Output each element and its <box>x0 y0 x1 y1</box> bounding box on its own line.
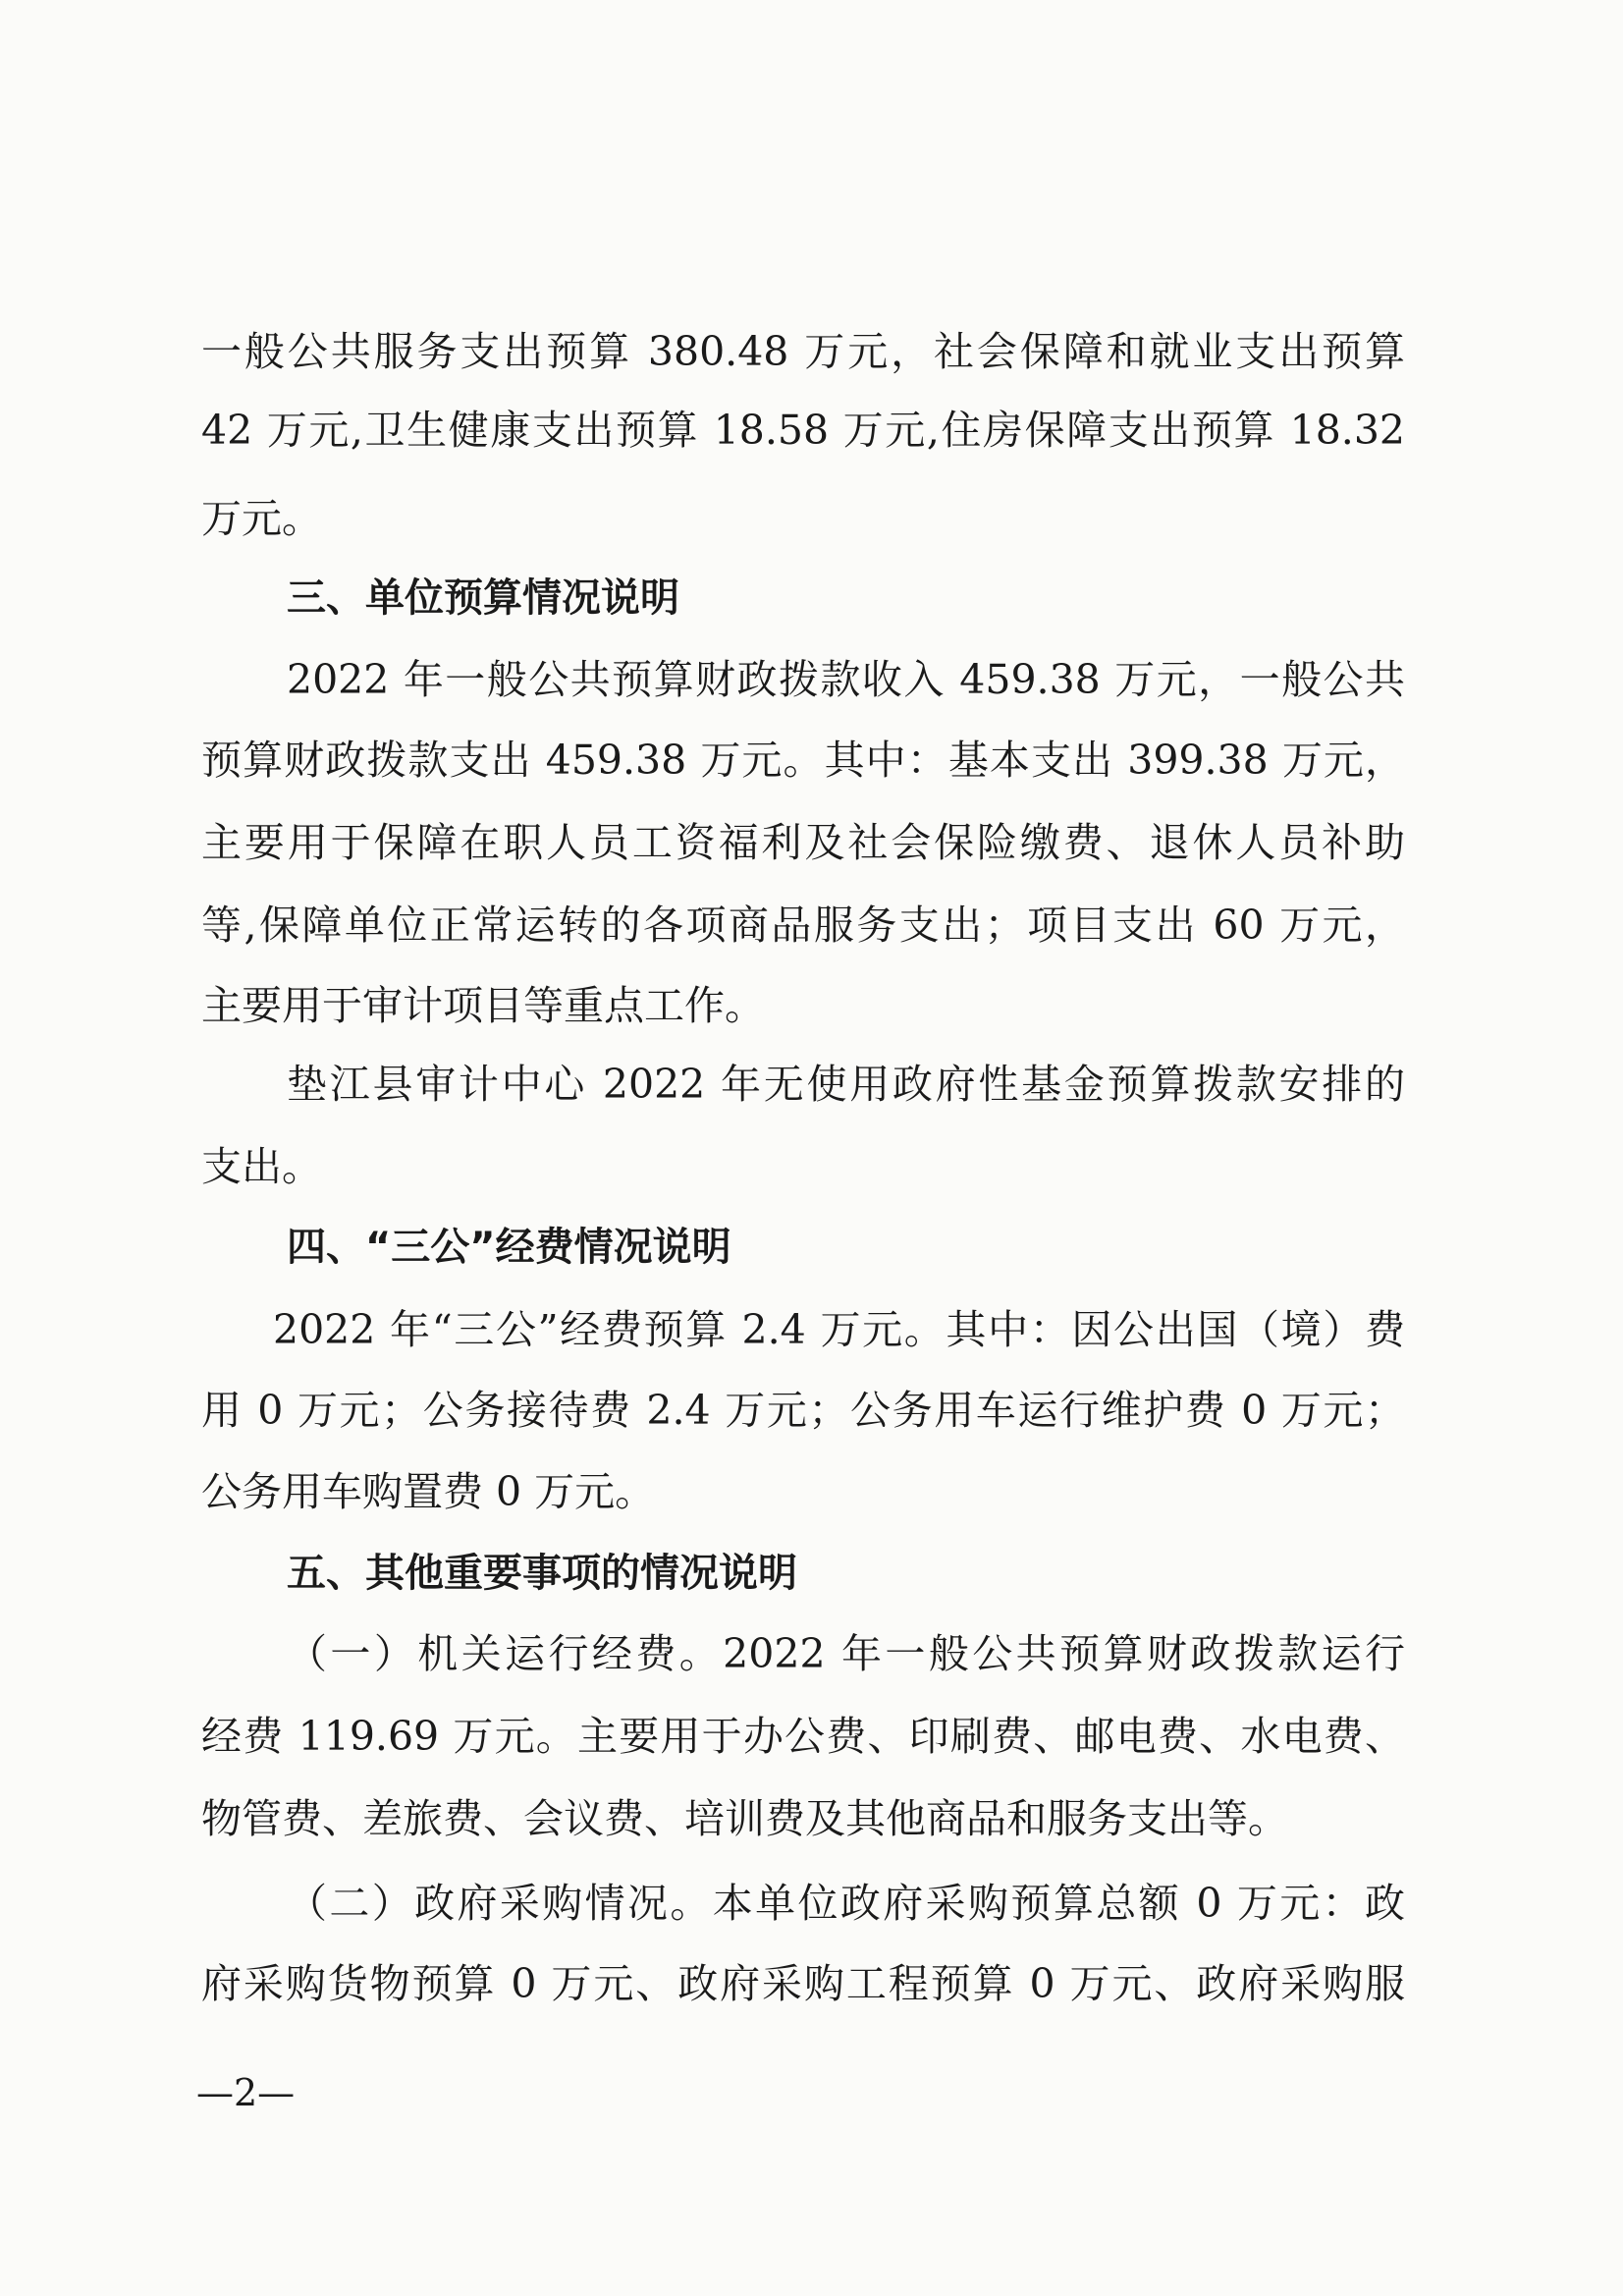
body-line: （一）机关运行经费。2022 年一般公共预算财政拨款运行 <box>287 1630 1405 1677</box>
body-line: 支出。 <box>201 1143 322 1190</box>
body-line: 2022 年“三公”经费预算 2.4 万元。其中：因公出国（境）费 <box>273 1306 1405 1353</box>
body-line: 42 万元,卫生健康支出预算 18.58 万元,住房保障支出预算 18.32 <box>201 407 1405 454</box>
body-line: 主要用于保障在职人员工资福利及社会保险缴费、退休人员补助 <box>201 819 1405 866</box>
body-line: 经费 119.69 万元。主要用于办公费、印刷费、邮电费、水电费、 <box>201 1713 1405 1760</box>
body-line: 公务用车购置费 0 万元。 <box>201 1468 656 1515</box>
body-line: 预算财政拨款支出 459.38 万元。其中：基本支出 399.38 万元， <box>201 737 1405 784</box>
section-heading-3: 三、单位预算情况说明 <box>287 575 679 621</box>
body-line: （二）政府采购情况。本单位政府采购预算总额 0 万元：政 <box>287 1880 1405 1927</box>
body-line: 主要用于审计项目等重点工作。 <box>201 982 765 1029</box>
body-line: 2022 年一般公共预算财政拨款收入 459.38 万元，一般公共 <box>287 656 1405 703</box>
body-line: 垫江县审计中心 2022 年无使用政府性基金预算拨款安排的 <box>287 1061 1405 1108</box>
body-line: 万元。 <box>201 495 322 542</box>
body-line: 府采购货物预算 0 万元、政府采购工程预算 0 万元、政府采购服 <box>201 1960 1405 2007</box>
body-line: 用 0 万元；公务接待费 2.4 万元；公务用车运行维护费 0 万元； <box>201 1387 1405 1434</box>
section-heading-4: 四、“三公”经费情况说明 <box>287 1225 731 1270</box>
body-line: 物管费、差旅费、会议费、培训费及其他商品和服务支出等。 <box>201 1795 1288 1842</box>
body-line: 等,保障单位正常运转的各项商品服务支出；项目支出 60 万元， <box>201 902 1405 949</box>
page-number: —2— <box>196 2071 296 2114</box>
section-heading-5: 五、其他重要事项的情况说明 <box>287 1551 797 1596</box>
body-line: 一般公共服务支出预算 380.48 万元，社会保障和就业支出预算 <box>201 328 1405 375</box>
